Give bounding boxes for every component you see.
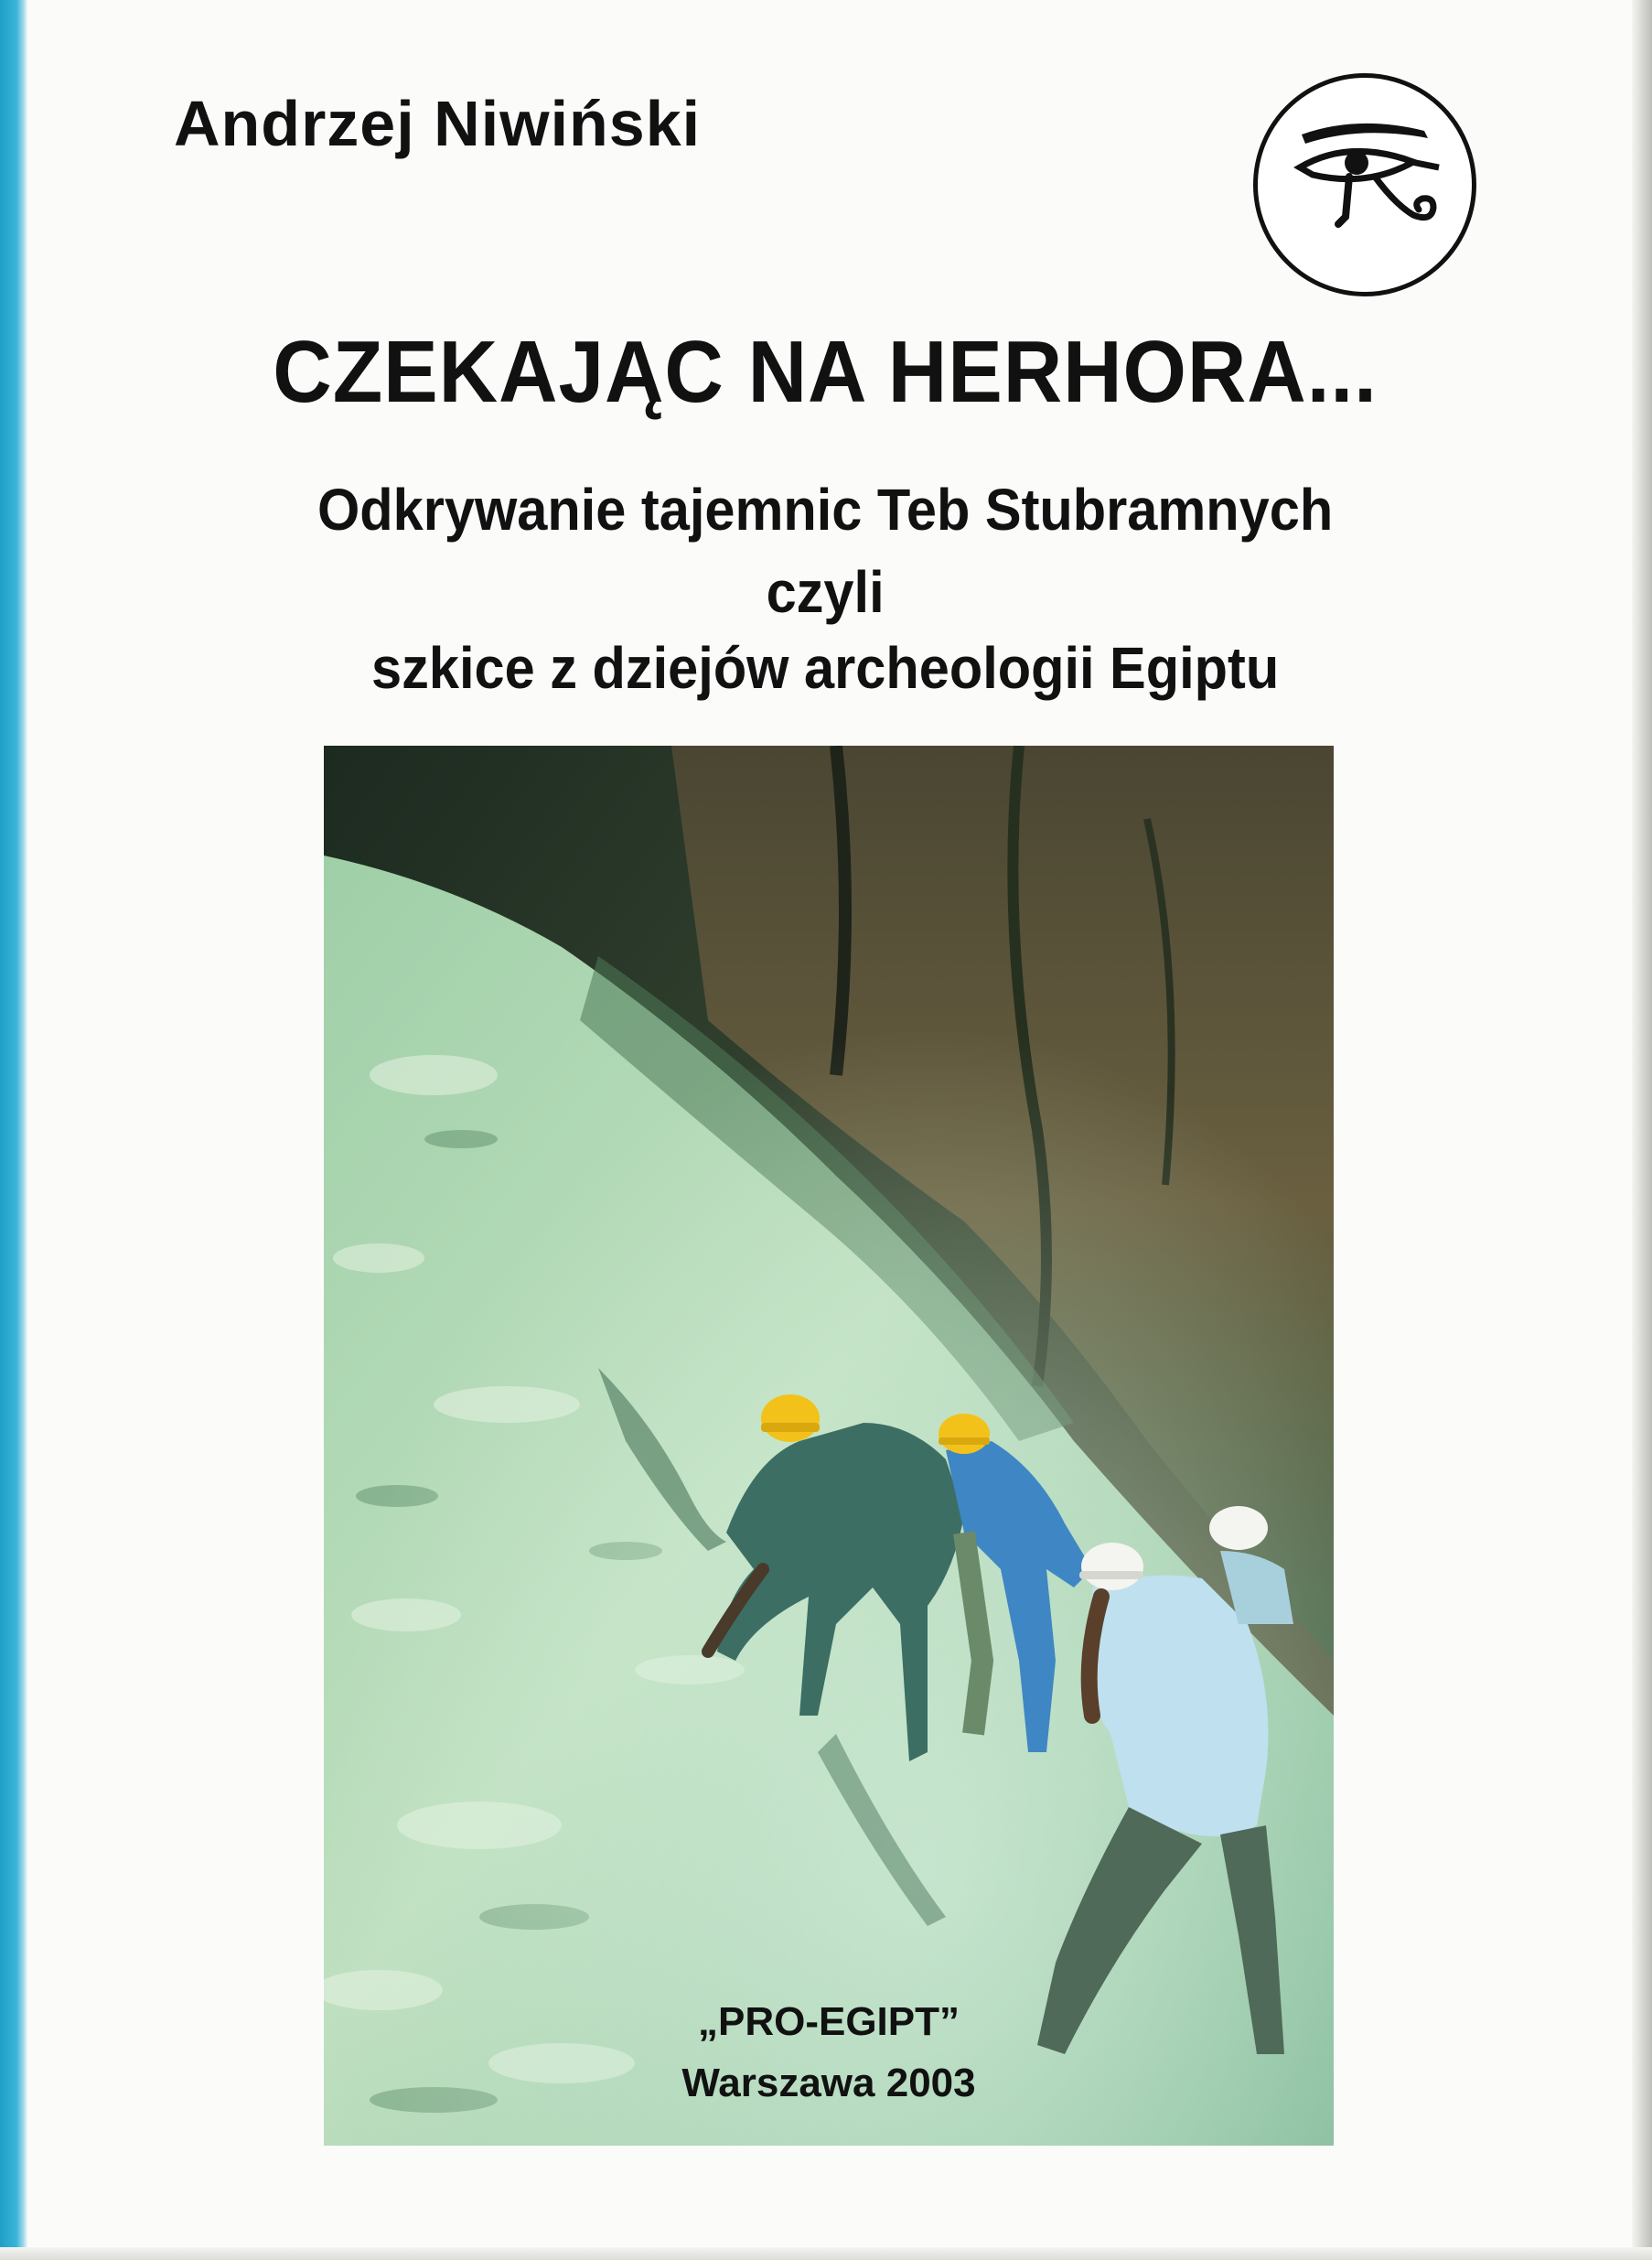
excavation-photo xyxy=(324,746,1334,2146)
subtitle-line-2: czyli xyxy=(766,559,885,625)
publisher-name: „PRO-EGIPT” xyxy=(697,1999,960,2044)
page-edge xyxy=(1632,0,1652,2260)
publication-place-year: Warszawa 2003 xyxy=(681,2061,976,2105)
author-name: Andrzej Niwiński xyxy=(174,88,702,159)
subtitle-line-3: szkice z dziejów archeologii Egiptu xyxy=(370,635,1280,701)
subtitle-line-1: Odkrywanie tajemnic Teb Stubramnych xyxy=(316,477,1334,543)
eye-of-horus-icon xyxy=(1258,78,1472,292)
excavation-scene xyxy=(324,746,1334,2146)
spine-edge xyxy=(0,0,27,2260)
bottom-edge xyxy=(0,2247,1652,2260)
book-title: CZEKAJĄC NA HERHORA... xyxy=(273,323,1378,421)
publisher-logo xyxy=(1253,73,1476,296)
